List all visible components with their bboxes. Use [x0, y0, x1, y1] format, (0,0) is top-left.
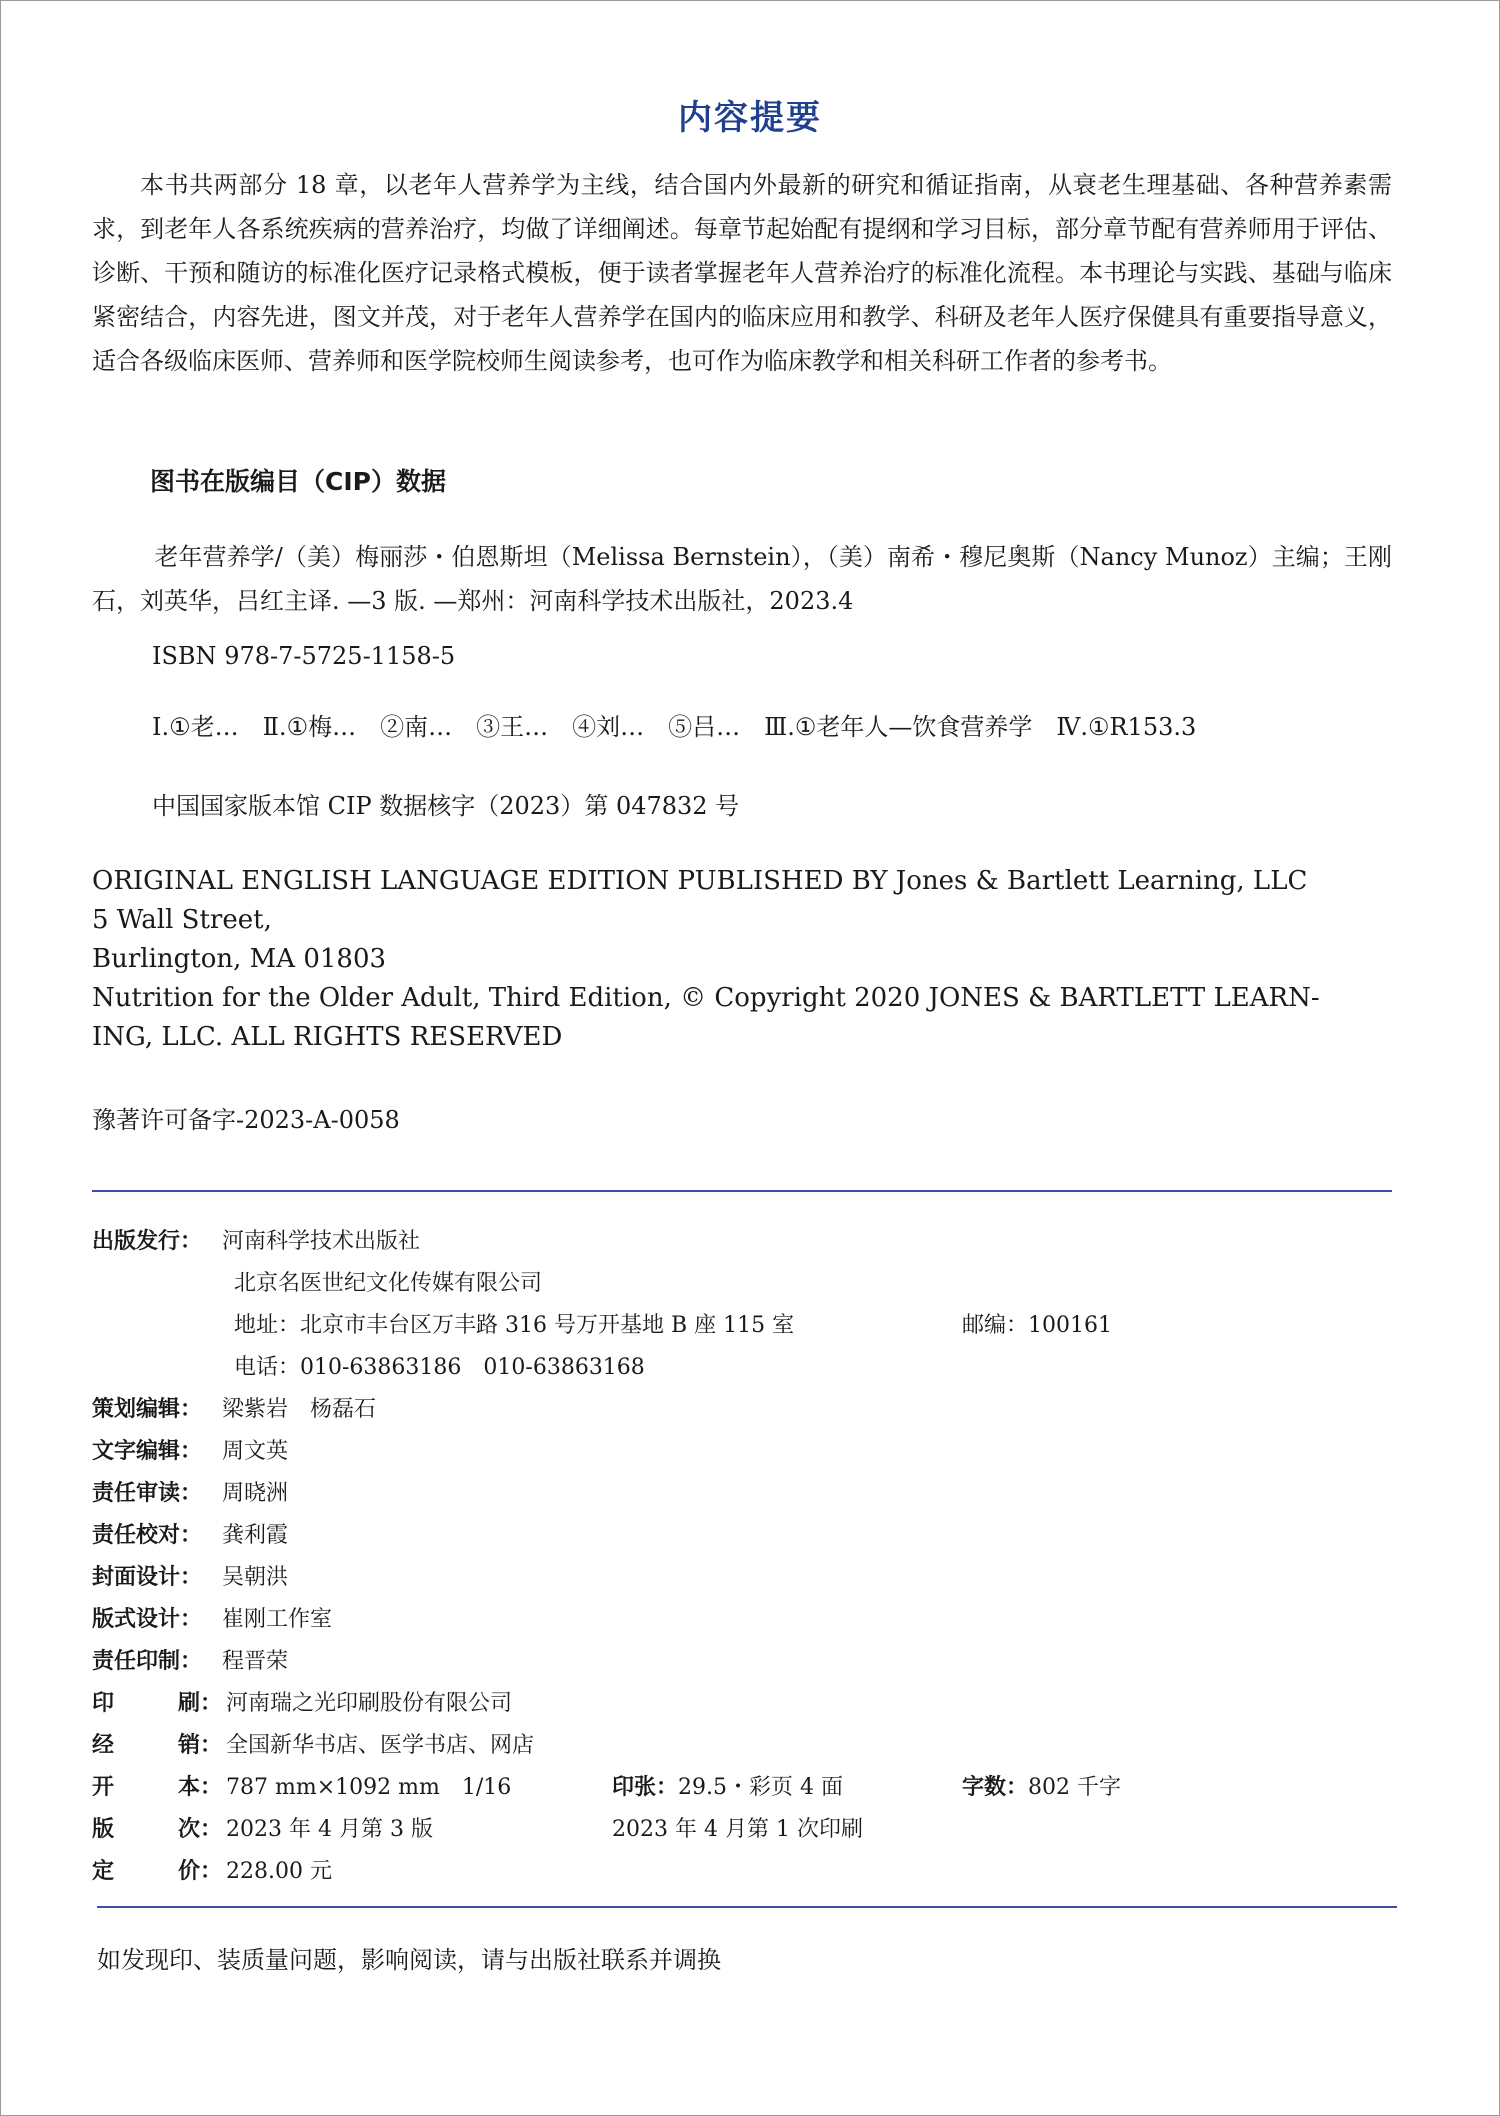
publication-info: [92, 1218, 1412, 1890]
english-line-3: Burlington, MA 01803: [92, 944, 387, 974]
impression-value: 2023 年 4 月第 1 次印刷: [612, 1816, 863, 1842]
planning-value: 梁紫岩 杨磊石: [222, 1396, 377, 1422]
sales-row: [92, 1722, 1412, 1764]
words-value: 802 千字: [1028, 1774, 1122, 1800]
cover-label: 封面设计：: [92, 1564, 203, 1590]
layout-row: [92, 1596, 1412, 1638]
publisher-row: [92, 1218, 1412, 1260]
planning-label: 策划编辑：: [92, 1396, 203, 1422]
printing-manager-row: [92, 1638, 1412, 1680]
print-label: 印 刷：: [92, 1690, 222, 1716]
print-value: 河南瑞之光印刷股份有限公司: [226, 1690, 513, 1716]
english-line-4: Nutrition for the Older Adult, Third Edition, © Copyright 2020 JONES & BARTLETT LEARN-: [92, 983, 1320, 1013]
format-row: [92, 1764, 1412, 1806]
printing-manager-label: 责任印制：: [92, 1648, 203, 1674]
price-row: [92, 1848, 1412, 1890]
phone-row: [92, 1344, 1412, 1386]
address-row: [92, 1302, 1412, 1344]
sheets-value: 29.5・彩页 4 面: [678, 1774, 843, 1800]
proofreader-row: [92, 1512, 1412, 1554]
publisher-label: 出版发行：: [92, 1228, 203, 1254]
reviewer-label: 责任审读：: [92, 1480, 203, 1506]
price-label: 定 价：: [92, 1858, 222, 1884]
reviewer-value: 周晓洲: [222, 1480, 289, 1506]
edition-value: 2023 年 4 月第 3 版: [226, 1816, 433, 1842]
address-value: 地址：北京市丰台区万丰路 316 号万开基地 B 座 115 室: [234, 1312, 795, 1338]
cip-check-number: 中国国家版本馆 CIP 数据核字（2023）第 047832 号: [152, 792, 740, 820]
phone-value: 电话：010-63863186 010-63863168: [234, 1354, 645, 1380]
layout-label: 版式设计：: [92, 1606, 203, 1632]
abstract-paragraph: 本书共两部分 18 章，以老年人营养学为主线，结合国内外最新的研究和循证指南，从衰老生理基础、各种营养素需求，到老年人各系统疾病的营养治疗，均做了详细阐述。每章节起始配有提纲和学习目标，部分章节配有营养师用于评估、诊断、干预和随访的标准化医疗记录格式模板，便于读者掌握老年人营养治疗的标准化流程。本书理论与实践、基础与临床紧密结合，内容先进，图文并茂，对于老年人营养学在国内的临床应用和教学、科研及老年人医疗保健具有重要指导意义，适合各级临床医师、营养师和医学院校师生阅读参考，也可作为临床教学和相关科研工作者的参考书。: [92, 171, 1392, 375]
cip-heading: 图书在版编目（CIP）数据: [150, 467, 446, 496]
proofreader-label: 责任校对：: [92, 1522, 203, 1548]
words-label: 字数：: [962, 1774, 1029, 1800]
postcode-label: 邮编：: [962, 1312, 1029, 1338]
print-row: [92, 1680, 1412, 1722]
text-editor-row: [92, 1428, 1412, 1470]
format-value: 787 mm×1092 mm 1/16: [226, 1774, 512, 1800]
layout-value: 崔刚工作室: [222, 1606, 333, 1632]
sales-label: 经 销：: [92, 1732, 222, 1758]
publisher-value: 河南科学技术出版社: [222, 1228, 421, 1254]
cover-row: [92, 1554, 1412, 1596]
english-line-1: ORIGINAL ENGLISH LANGUAGE EDITION PUBLISHED BY Jones & Bartlett Learning, LLC: [92, 866, 1308, 896]
sheets-label: 印张：: [612, 1774, 679, 1800]
planning-row: [92, 1386, 1412, 1428]
publisher2-row: [92, 1260, 1412, 1302]
text-editor-value: 周文英: [222, 1438, 289, 1464]
proofreader-value: 龚利霞: [222, 1522, 289, 1548]
cip-classification: Ⅰ.①老… Ⅱ.①梅… ②南… ③王… ④刘… ⑤吕… Ⅲ.①老年人—饮食营养学 Ⅳ.①R153.3: [152, 713, 1197, 741]
footer-notice: 如发现印、装质量问题，影响阅读，请与出版社联系并调换: [97, 1946, 721, 1974]
printing-manager-value: 程晋荣: [222, 1648, 289, 1674]
divider-bottom: [97, 1906, 1397, 1908]
cip-isbn: ISBN 978-7-5725-1158-5: [152, 642, 456, 670]
publisher2-value: 北京名医世纪文化传媒有限公司: [234, 1270, 543, 1296]
format-label: 开 本：: [92, 1774, 222, 1800]
edition-row: [92, 1806, 1412, 1848]
edition-label: 版 次：: [92, 1816, 222, 1842]
english-line-5: ING, LLC. ALL RIGHTS RESERVED: [92, 1022, 563, 1052]
sales-value: 全国新华书店、医学书店、网店: [226, 1732, 535, 1758]
permit-number: 豫著许可备字-2023-A-0058: [92, 1106, 400, 1134]
reviewer-row: [92, 1470, 1412, 1512]
text-editor-label: 文字编辑：: [92, 1438, 203, 1464]
cip-main-entry: 老年营养学/（美）梅丽莎・伯恩斯坦（Melissa Bernstein），（美）南希・穆尼奥斯（Nancy Munoz）主编；王刚石，刘英华，吕红主译. —3 版. —郑州：河南科学技术出版社，2023.4: [92, 543, 1392, 615]
english-copyright-block: [92, 862, 1392, 1057]
price-value: 228.00 元: [226, 1858, 332, 1884]
postcode: [962, 1308, 1112, 1339]
cover-value: 吴朝洪: [222, 1564, 289, 1590]
sheets: [612, 1770, 843, 1801]
divider-top: [92, 1190, 1392, 1192]
page-title: 内容提要: [678, 98, 822, 138]
words: [962, 1770, 1121, 1801]
english-line-2: 5 Wall Street,: [92, 905, 272, 935]
postcode-value: 100161: [1028, 1312, 1112, 1338]
